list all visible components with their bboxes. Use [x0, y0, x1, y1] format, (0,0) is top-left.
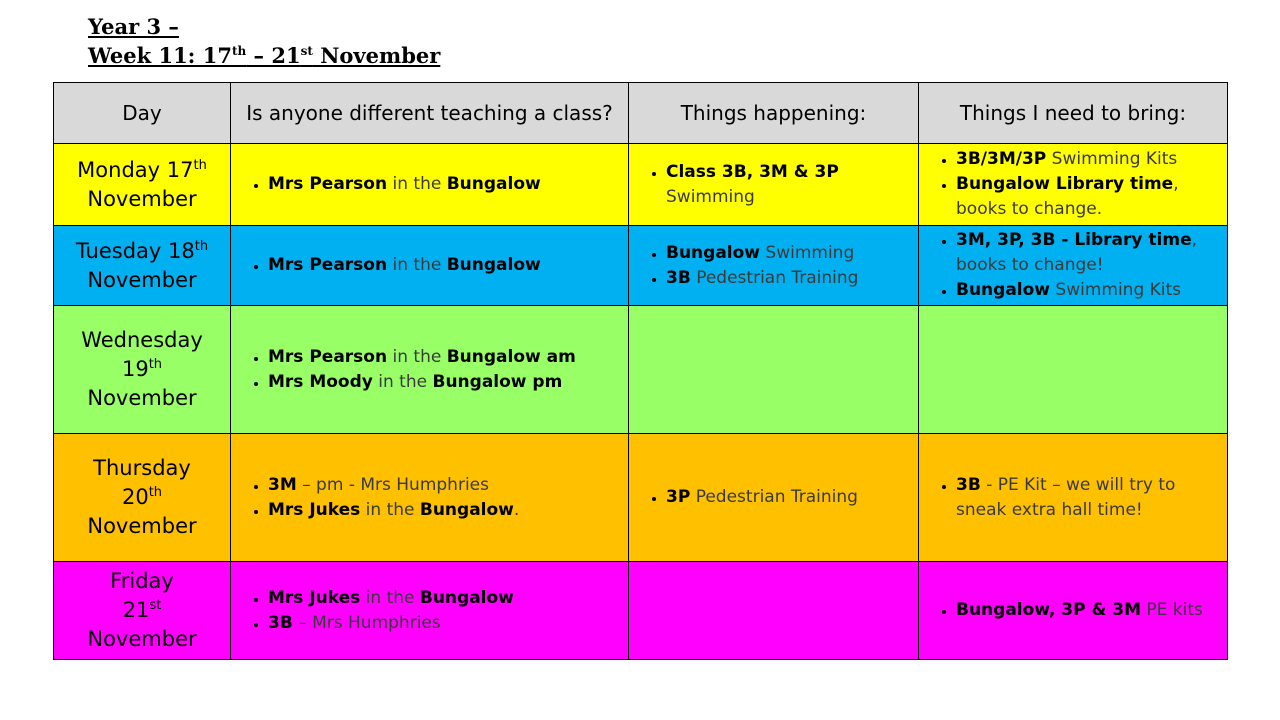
bold-text: 3B/3M/3P: [956, 149, 1047, 169]
header-row: [54, 83, 1228, 144]
list-item: [268, 586, 628, 611]
list-item: [956, 598, 1227, 623]
plain-text: – pm - Mrs Humphries: [296, 474, 489, 495]
weekly-schedule-table: [53, 82, 1228, 660]
plain-text: , books to change.: [956, 174, 1179, 219]
plain-text: in the: [387, 174, 447, 194]
plain-text: - PE Kit – we will try to sneak extra hall time!: [956, 474, 1176, 520]
bold-text: Mrs Jukes: [268, 587, 361, 608]
bold-text: 3B: [666, 267, 691, 288]
teaching-cell: [231, 434, 629, 562]
bold-text: Mrs Pearson: [268, 346, 388, 367]
header-bring: Things I need to bring:: [919, 83, 1228, 144]
teaching-list: [231, 253, 628, 278]
schedule-row: [54, 434, 1228, 562]
document-title: [88, 12, 440, 70]
bold-text: Bungalow, 3P & 3M: [956, 600, 1141, 620]
plain-text: Pedestrian Training: [690, 487, 858, 507]
plain-text: Swimming Kits: [1046, 149, 1178, 169]
day-ordinal: th: [148, 357, 163, 372]
list-item: [268, 370, 628, 395]
day-cell: [54, 434, 231, 562]
plain-text: Pedestrian Training: [690, 267, 859, 288]
bold-text: 3B: [956, 474, 981, 495]
list-item: [956, 473, 1227, 523]
header-teaching: Is anyone different teaching a class?: [231, 83, 629, 144]
bold-text: Bungalow: [956, 280, 1051, 300]
day-ordinal: th: [193, 157, 207, 173]
plain-text: PE kits: [1141, 600, 1203, 620]
plain-text: .: [513, 499, 520, 520]
bring-cell: [919, 306, 1228, 434]
bold-text: 3M, 3P, 3B - Library time: [956, 230, 1192, 250]
bold-text: Bungalow: [666, 242, 761, 263]
day-ordinal: th: [148, 485, 163, 500]
bold-text: 3P: [666, 487, 691, 507]
bold-text: Bungalow am: [446, 346, 576, 367]
happening-list: [629, 241, 918, 291]
bring-cell: [919, 562, 1228, 660]
list-item: [956, 278, 1227, 303]
day-cell: [54, 144, 231, 226]
bold-text: Bungalow: [419, 499, 514, 520]
schedule-row: [54, 144, 1228, 226]
bold-text: 3M: [268, 474, 297, 495]
day-name: Tuesday 18: [75, 238, 195, 263]
day-cell: [54, 562, 231, 660]
schedule-body: [54, 144, 1228, 660]
list-item: [268, 498, 628, 523]
day-ordinal: st: [149, 598, 162, 613]
bring-cell: [919, 226, 1228, 306]
bring-cell: [919, 144, 1228, 226]
bold-text: Mrs Pearson: [268, 174, 388, 194]
day-name: Monday 17: [77, 157, 194, 182]
day-month: November: [87, 186, 197, 211]
header-happening: Things happening:: [629, 83, 919, 144]
teaching-cell: [231, 562, 629, 660]
day-number: 21: [122, 598, 150, 622]
bold-text: Bungalow: [446, 255, 541, 275]
list-item: [268, 172, 628, 197]
schedule-row: [54, 226, 1228, 306]
list-item: [268, 253, 628, 278]
list-item: [268, 473, 628, 498]
bold-text: Mrs Pearson: [268, 255, 388, 275]
list-item: [666, 160, 918, 210]
plain-text: in the: [387, 255, 447, 275]
bold-text: Class 3B, 3M & 3P: [666, 161, 839, 182]
teaching-cell: [231, 226, 629, 306]
teaching-cell: [231, 144, 629, 226]
plain-text: Swimming: [760, 242, 855, 263]
bold-text: Bungalow Library time: [956, 174, 1174, 194]
day-name: Thursday: [93, 456, 191, 480]
day-cell: [54, 306, 231, 434]
plain-text: Swimming Kits: [1050, 280, 1182, 300]
happening-list: [629, 160, 918, 210]
plain-text: – Mrs Humphries: [292, 612, 441, 633]
day-month: November: [87, 267, 197, 292]
list-item: [956, 147, 1227, 172]
happening-cell: [629, 306, 919, 434]
day-cell: [54, 226, 231, 306]
plain-text: in the: [372, 371, 433, 392]
title-year: Year 3 –: [88, 14, 179, 39]
teaching-list: [231, 172, 628, 197]
bring-list: [919, 598, 1227, 623]
bring-cell: [919, 434, 1228, 562]
happening-cell: [629, 562, 919, 660]
list-item: [956, 172, 1227, 222]
plain-text: in the: [360, 499, 420, 520]
plain-text: Swimming: [666, 186, 755, 207]
teaching-list: [231, 473, 628, 523]
day-ordinal: th: [194, 238, 209, 254]
teaching-list: [231, 586, 628, 636]
plain-text: in the: [360, 587, 420, 608]
schedule-row: [54, 306, 1228, 434]
list-item: [666, 485, 918, 510]
bring-list: [919, 473, 1227, 523]
happening-cell: [629, 226, 919, 306]
day-month: November: [87, 627, 197, 651]
day-month: November: [87, 514, 197, 538]
bring-list: [919, 228, 1227, 303]
list-item: [666, 266, 918, 291]
bold-text: 3B: [268, 612, 293, 633]
happening-list: [629, 485, 918, 510]
day-name: Friday: [110, 569, 174, 593]
schedule-row: [54, 562, 1228, 660]
list-item: [268, 611, 628, 636]
day-number: 20: [121, 485, 149, 509]
teaching-cell: [231, 306, 629, 434]
bold-text: Bungalow pm: [432, 371, 563, 392]
bold-text: Mrs Jukes: [268, 499, 361, 520]
day-month: November: [87, 386, 197, 410]
happening-cell: [629, 434, 919, 562]
plain-text: in the: [387, 346, 447, 367]
plain-text: , books to change!: [956, 230, 1198, 275]
bold-text: Mrs Moody: [268, 371, 373, 392]
bold-text: Bungalow: [446, 174, 541, 194]
list-item: [666, 241, 918, 266]
bring-list: [919, 147, 1227, 222]
header-day: Day: [54, 83, 231, 144]
day-number: 19: [121, 357, 149, 381]
teaching-list: [231, 345, 628, 395]
day-name: Wednesday: [81, 328, 203, 352]
list-item: [268, 345, 628, 370]
title-week: Week 11: 17th – 21st November: [88, 43, 441, 68]
bold-text: Bungalow: [419, 587, 514, 608]
list-item: [956, 228, 1227, 278]
happening-cell: [629, 144, 919, 226]
